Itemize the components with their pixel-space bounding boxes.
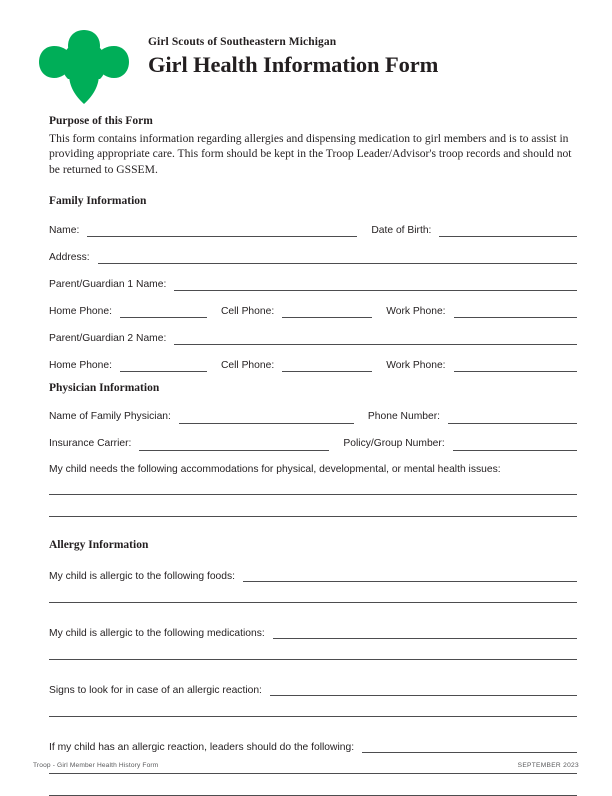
- allergic-foods-prompt: My child is allergic to the following foods:: [49, 570, 236, 582]
- field-row-guardian2-name: [49, 329, 577, 345]
- footer-form-name: Troop - Girl Member Health History Form: [33, 762, 159, 769]
- guardian1-cell-phone-label: Cell Phone:: [220, 305, 275, 317]
- form-content: [49, 114, 577, 796]
- guardian2-cell-phone-input[interactable]: [282, 360, 372, 372]
- footer-revision-date: SEPTEMBER 2023: [517, 762, 579, 769]
- insurance-carrier-label: Insurance Carrier:: [49, 438, 132, 450]
- guardian2-home-phone-input[interactable]: [120, 360, 207, 372]
- address-label: Address:: [49, 251, 90, 263]
- page-title: Girl Health Information Form: [148, 51, 439, 77]
- field-row-guardian1-name: [49, 275, 577, 291]
- guardian2-cell-phone-label: Cell Phone:: [220, 359, 275, 371]
- field-row-address: [49, 248, 577, 264]
- purpose-heading: Purpose of this Form: [49, 115, 153, 127]
- insurance-carrier-input[interactable]: [139, 439, 329, 451]
- header-text-block: [148, 36, 588, 78]
- leader-actions-input[interactable]: [362, 741, 577, 753]
- physician-information-heading: Physician Information: [49, 381, 160, 394]
- girl-scouts-trefoil-icon: [38, 28, 130, 106]
- reaction-signs-prompt: Signs to look for in case of an allergic reaction:: [49, 684, 262, 696]
- guardian2-name-label: Parent/Guardian 2 Name:: [49, 332, 167, 344]
- document-header: [0, 22, 612, 104]
- field-row-allergic-medications: [49, 623, 577, 639]
- document-footer: [33, 762, 579, 769]
- field-row-reaction-signs: [49, 680, 577, 696]
- guardian2-work-phone-input[interactable]: [454, 360, 577, 372]
- date-of-birth-input[interactable]: [439, 225, 577, 237]
- guardian1-work-phone-input[interactable]: [454, 306, 577, 318]
- field-row-physician-name-phone: [49, 408, 577, 424]
- field-row-allergic-foods: [49, 566, 577, 582]
- leader-actions-prompt: If my child has an allergic reaction, leaders should do the following:: [49, 741, 355, 753]
- organization-name: Girl Scouts of Southeastern Michigan: [148, 36, 337, 48]
- allergic-foods-input[interactable]: [243, 570, 577, 582]
- allergic-medications-input[interactable]: [273, 627, 577, 639]
- physician-name-input[interactable]: [179, 412, 354, 424]
- guardian1-name-input[interactable]: [174, 279, 577, 291]
- field-row-guardian1-phones: [49, 302, 577, 318]
- physician-phone-label: Phone Number:: [367, 411, 441, 423]
- guardian1-home-phone-input[interactable]: [120, 306, 207, 318]
- family-information-heading: Family Information: [49, 195, 147, 208]
- policy-group-number-input[interactable]: [453, 439, 577, 451]
- purpose-section: [49, 114, 577, 178]
- physician-name-label: Name of Family Physician:: [49, 411, 171, 423]
- address-input[interactable]: [98, 252, 577, 264]
- guardian1-work-phone-label: Work Phone:: [386, 305, 446, 317]
- guardian1-name-label: Parent/Guardian 1 Name:: [49, 278, 167, 290]
- guardian1-home-phone-label: Home Phone:: [49, 305, 112, 317]
- field-row-name-dob: [49, 221, 577, 237]
- reaction-signs-input[interactable]: [270, 684, 577, 696]
- allergic-medications-prompt: My child is allergic to the following medications:: [49, 627, 265, 639]
- date-of-birth-label: Date of Birth:: [371, 224, 432, 236]
- name-input[interactable]: [87, 225, 357, 237]
- field-row-leader-actions: [49, 737, 577, 753]
- purpose-body: This form contains information regarding allergies and dispensing medication to girl members and is to assist in providing appropriate care. This form should be kept in the Troop Leader/Advisor's troop records and should not be returned to GSSEM.: [49, 131, 572, 177]
- physician-phone-input[interactable]: [448, 412, 577, 424]
- allergy-information-heading: Allergy Information: [49, 539, 149, 552]
- name-label: Name:: [49, 224, 80, 236]
- guardian1-cell-phone-input[interactable]: [282, 306, 372, 318]
- accommodations-prompt: My child needs the following accommodations for physical, developmental, or mental health issues:: [49, 463, 501, 475]
- field-row-insurance-policy: [49, 435, 577, 451]
- guardian2-work-phone-label: Work Phone:: [386, 359, 446, 371]
- policy-group-number-label: Policy/Group Number:: [343, 438, 445, 450]
- guardian2-home-phone-label: Home Phone:: [49, 359, 112, 371]
- guardian2-name-input[interactable]: [174, 333, 577, 345]
- field-row-guardian2-phones: [49, 356, 577, 372]
